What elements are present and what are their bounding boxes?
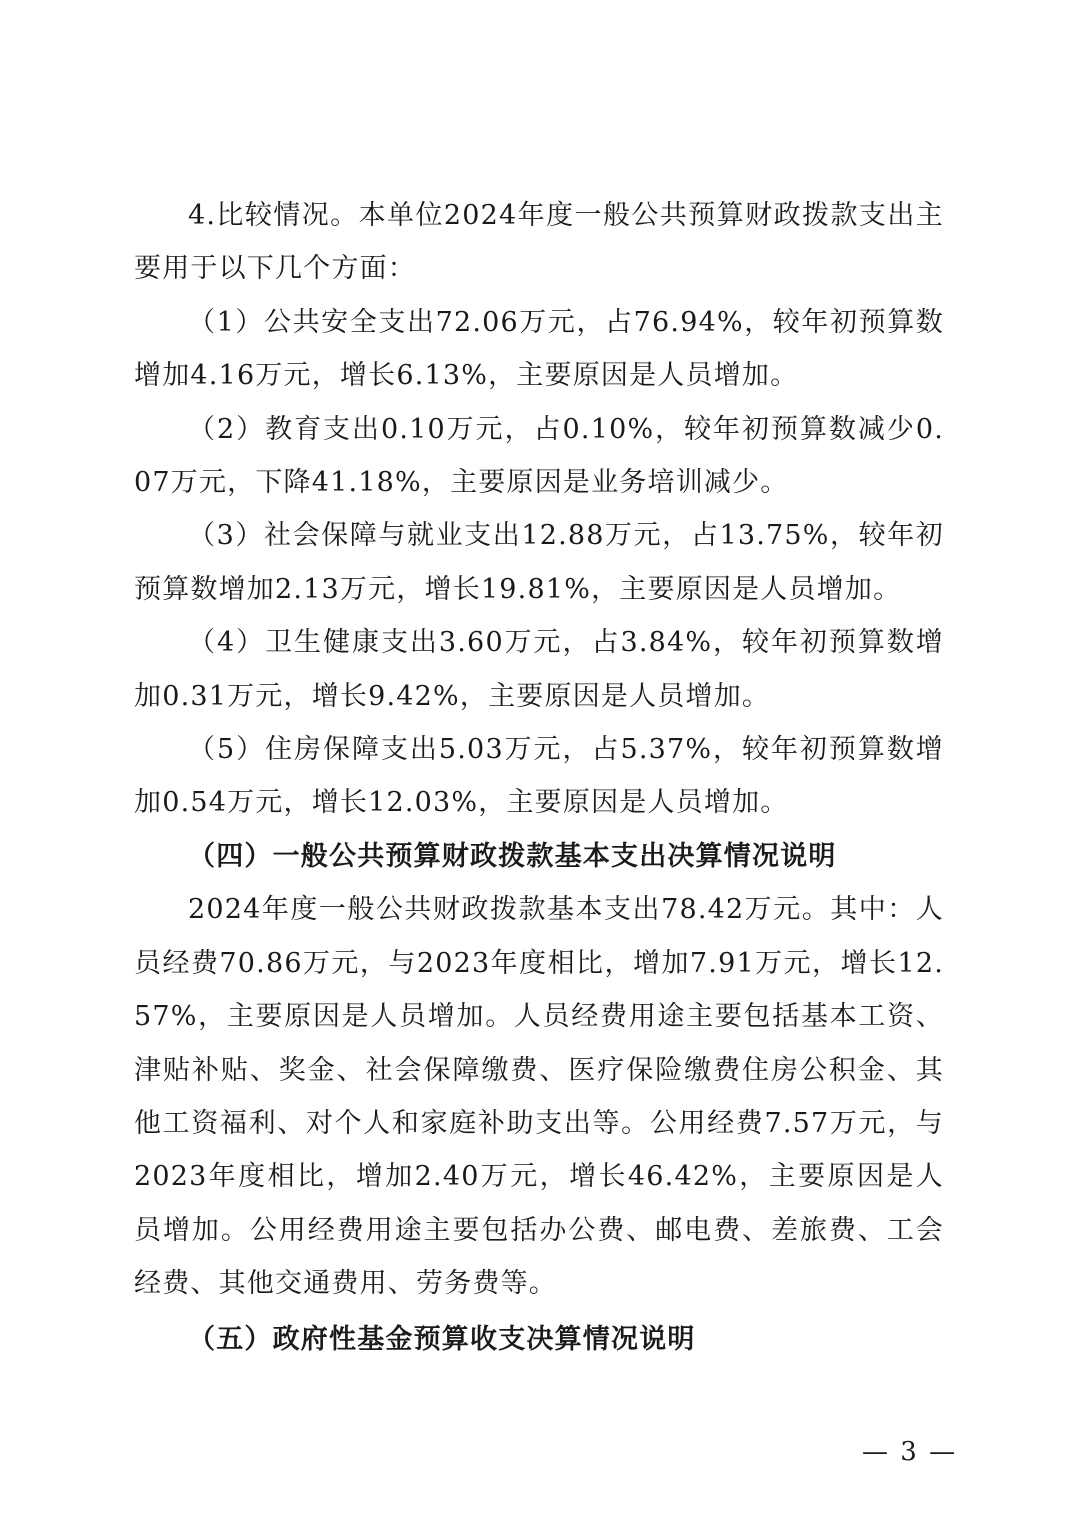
paragraph-public-safety: （1）公共安全支出72.06万元，占76.94%，较年初预算数增加4.16万元，增长6.13%，主要原因是人员增加。 — [134, 306, 944, 392]
section-heading-five: （五）政府性基金预算收支决算情况说明 — [188, 1323, 696, 1355]
paragraph-comparison-intro: 4.比较情况。本单位2024年度一般公共预算财政拨款支出主要用于以下几个方面： — [134, 200, 944, 285]
page-number: — 3 — — [862, 1437, 958, 1467]
section-heading-four: （四）一般公共预算财政拨款基本支出决算情况说明 — [188, 840, 837, 872]
paragraph-basic-expenditure: 2024年度一般公共财政拨款基本支出78.42万元。其中：人员经费70.86万元，与2023年度相比，增加7.91万元，增长12.57%，主要原因是人员增加。人员经费用途主要包括基本工资、津贴补贴、奖金、社会保障缴费、医疗保险缴费住房公积金、其他工资福利、对个人和家庭补助支出等。公用经费7.57万元，与2023年度相比，增加2.40万元，增长46.42%，主要原因是人员增加。公用经费用途主要包括办公费、邮电费、差旅费、工会经费、其他交通费用、劳务费等。 — [134, 894, 944, 1300]
paragraph-social-security: （3）社会保障与就业支出12.88万元，占13.75%，较年初预算数增加2.13万元，增长19.81%，主要原因是人员增加。 — [134, 520, 944, 605]
paragraph-education: （2）教育支出0.10万元，占0.10%，较年初预算数减少0.07万元，下降41.18%，主要原因是业务培训减少。 — [134, 413, 944, 499]
document-body — [134, 189, 944, 1366]
paragraph-housing: （5）住房保障支出5.03万元，占5.37%，较年初预算数增加0.54万元，增长12.03%，主要原因是人员增加。 — [134, 734, 944, 819]
paragraph-health: （4）卫生健康支出3.60万元，占3.84%，较年初预算数增加0.31万元，增长9.42%，主要原因是人员增加。 — [134, 627, 944, 712]
